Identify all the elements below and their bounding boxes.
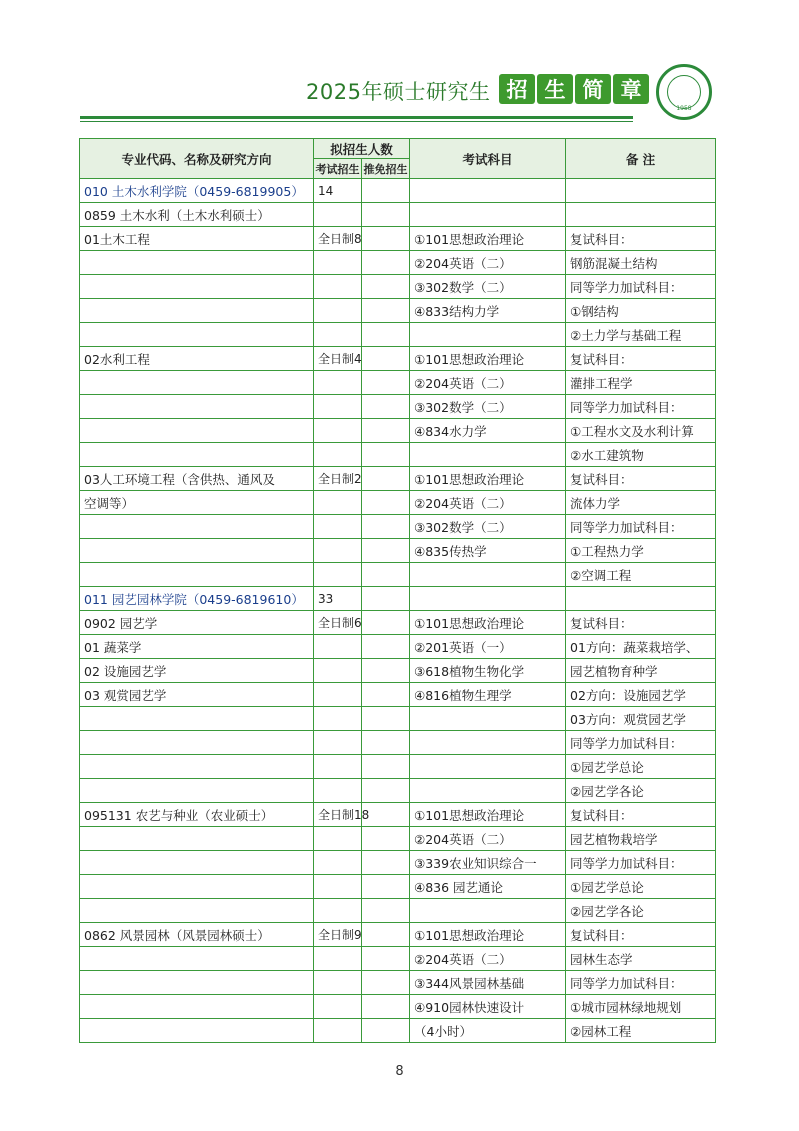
exam-quota-cell bbox=[314, 323, 362, 347]
note-cell: 同等学力加试科目： bbox=[566, 731, 716, 755]
exempt-quota-cell bbox=[362, 635, 410, 659]
exam-quota-cell bbox=[314, 275, 362, 299]
exam-quota-cell bbox=[314, 371, 362, 395]
note-cell: 复试科目： bbox=[566, 803, 716, 827]
exempt-quota-cell bbox=[362, 1019, 410, 1043]
subjects-cell bbox=[410, 731, 566, 755]
subjects-cell: ③302数学（二） bbox=[410, 515, 566, 539]
major-cell: 011 园艺园林学院（0459-6819610） bbox=[80, 587, 314, 611]
note-cell bbox=[566, 203, 716, 227]
header-major: 专业代码、名称及研究方向 bbox=[80, 139, 314, 179]
exam-quota-cell bbox=[314, 419, 362, 443]
major-cell bbox=[80, 731, 314, 755]
exempt-quota-cell bbox=[362, 539, 410, 563]
exam-quota-cell bbox=[314, 899, 362, 923]
exempt-quota-cell bbox=[362, 827, 410, 851]
note-cell: 02方向：设施园艺学 bbox=[566, 683, 716, 707]
table-row bbox=[80, 419, 716, 443]
subjects-cell: ①101思想政治理论 bbox=[410, 611, 566, 635]
note-cell: 钢筋混凝土结构 bbox=[566, 251, 716, 275]
major-cell bbox=[80, 539, 314, 563]
badge-sheng: 生 bbox=[537, 74, 573, 104]
logo-emblem bbox=[667, 75, 701, 109]
table-row bbox=[80, 1019, 716, 1043]
exempt-quota-cell bbox=[362, 611, 410, 635]
table-row bbox=[80, 899, 716, 923]
header-badges bbox=[499, 74, 649, 104]
note-cell: 复试科目： bbox=[566, 227, 716, 251]
exempt-quota-cell bbox=[362, 683, 410, 707]
subjects-cell: ③618植物生物化学 bbox=[410, 659, 566, 683]
table-row bbox=[80, 755, 716, 779]
major-cell bbox=[80, 275, 314, 299]
table-row bbox=[80, 467, 716, 491]
subjects-cell: ①101思想政治理论 bbox=[410, 347, 566, 371]
table-row bbox=[80, 299, 716, 323]
note-cell: ①城市园林绿地规划 bbox=[566, 995, 716, 1019]
major-cell: 空调等） bbox=[80, 491, 314, 515]
exam-quota-cell: 全日制18 bbox=[314, 803, 362, 827]
table-row bbox=[80, 731, 716, 755]
major-cell bbox=[80, 875, 314, 899]
exempt-quota-cell bbox=[362, 179, 410, 203]
major-cell bbox=[80, 323, 314, 347]
table-row bbox=[80, 851, 716, 875]
note-cell bbox=[566, 587, 716, 611]
exam-quota-cell: 全日制4 bbox=[314, 347, 362, 371]
major-cell: 010 土木水利学院（0459-6819905） bbox=[80, 179, 314, 203]
note-cell: ①工程水文及水利计算 bbox=[566, 419, 716, 443]
table-row bbox=[80, 539, 716, 563]
table-row bbox=[80, 347, 716, 371]
major-cell: 03 观赏园艺学 bbox=[80, 683, 314, 707]
exempt-quota-cell bbox=[362, 851, 410, 875]
exempt-quota-cell bbox=[362, 947, 410, 971]
exam-quota-cell bbox=[314, 635, 362, 659]
subjects-cell: ③344风景园林基础 bbox=[410, 971, 566, 995]
header-note: 备 注 bbox=[566, 139, 716, 179]
table-row bbox=[80, 323, 716, 347]
table-row bbox=[80, 563, 716, 587]
table-row bbox=[80, 995, 716, 1019]
major-cell bbox=[80, 371, 314, 395]
subjects-cell: ①101思想政治理论 bbox=[410, 803, 566, 827]
major-cell: 02 设施园艺学 bbox=[80, 659, 314, 683]
header-title: 2025年硕士研究生 bbox=[306, 80, 491, 104]
major-cell bbox=[80, 827, 314, 851]
subjects-cell: ①101思想政治理论 bbox=[410, 467, 566, 491]
exempt-quota-cell bbox=[362, 347, 410, 371]
header-divider bbox=[80, 116, 633, 119]
subjects-cell: ④910园林快速设计 bbox=[410, 995, 566, 1019]
subjects-cell bbox=[410, 899, 566, 923]
subjects-cell bbox=[410, 707, 566, 731]
table-row bbox=[80, 491, 716, 515]
header-plan: 拟招生人数 bbox=[314, 139, 410, 159]
table-row bbox=[80, 923, 716, 947]
table-row bbox=[80, 443, 716, 467]
table-row bbox=[80, 971, 716, 995]
major-cell: 01 蔬菜学 bbox=[80, 635, 314, 659]
note-cell: 灌排工程学 bbox=[566, 371, 716, 395]
exempt-quota-cell bbox=[362, 515, 410, 539]
table-row bbox=[80, 587, 716, 611]
major-cell bbox=[80, 779, 314, 803]
exempt-quota-cell bbox=[362, 275, 410, 299]
exempt-quota-cell bbox=[362, 755, 410, 779]
table-row bbox=[80, 635, 716, 659]
exam-quota-cell bbox=[314, 995, 362, 1019]
exam-quota-cell bbox=[314, 707, 362, 731]
exempt-quota-cell bbox=[362, 371, 410, 395]
major-cell bbox=[80, 251, 314, 275]
major-cell bbox=[80, 299, 314, 323]
subjects-cell: ①101思想政治理论 bbox=[410, 227, 566, 251]
exam-quota-cell: 全日制9 bbox=[314, 923, 362, 947]
exam-quota-cell bbox=[314, 947, 362, 971]
subjects-cell: ③339农业知识综合一 bbox=[410, 851, 566, 875]
page-header bbox=[80, 68, 720, 118]
exempt-quota-cell bbox=[362, 203, 410, 227]
table-header-row bbox=[80, 139, 716, 159]
major-cell bbox=[80, 1019, 314, 1043]
major-cell bbox=[80, 395, 314, 419]
note-cell: 流体力学 bbox=[566, 491, 716, 515]
table-row bbox=[80, 515, 716, 539]
exam-quota-cell: 全日制2 bbox=[314, 467, 362, 491]
major-cell: 0902 园艺学 bbox=[80, 611, 314, 635]
exempt-quota-cell bbox=[362, 779, 410, 803]
exam-quota-cell bbox=[314, 395, 362, 419]
subjects-cell: ④833结构力学 bbox=[410, 299, 566, 323]
exam-quota-cell bbox=[314, 203, 362, 227]
exam-quota-cell: 全日制8 bbox=[314, 227, 362, 251]
exam-quota-cell bbox=[314, 755, 362, 779]
exempt-quota-cell bbox=[362, 251, 410, 275]
subjects-cell bbox=[410, 587, 566, 611]
note-cell: ②水工建筑物 bbox=[566, 443, 716, 467]
note-cell: 同等学力加试科目： bbox=[566, 395, 716, 419]
exam-quota-cell bbox=[314, 443, 362, 467]
subjects-cell: ④834水力学 bbox=[410, 419, 566, 443]
table-row bbox=[80, 659, 716, 683]
exempt-quota-cell bbox=[362, 563, 410, 587]
major-cell bbox=[80, 707, 314, 731]
major-cell bbox=[80, 971, 314, 995]
subjects-cell: ④835传热学 bbox=[410, 539, 566, 563]
exempt-quota-cell bbox=[362, 707, 410, 731]
table-row bbox=[80, 683, 716, 707]
table-row bbox=[80, 275, 716, 299]
exempt-quota-cell bbox=[362, 923, 410, 947]
table-row bbox=[80, 395, 716, 419]
note-cell: 03方向：观赏园艺学 bbox=[566, 707, 716, 731]
header-exam: 考试招生 bbox=[314, 159, 362, 179]
table-row bbox=[80, 875, 716, 899]
table-row bbox=[80, 611, 716, 635]
major-cell: 01土木工程 bbox=[80, 227, 314, 251]
subjects-cell: ①101思想政治理论 bbox=[410, 923, 566, 947]
badge-zhang: 章 bbox=[613, 74, 649, 104]
table-row bbox=[80, 707, 716, 731]
subjects-cell: ④836 园艺通论 bbox=[410, 875, 566, 899]
major-cell: 0862 风景园林（风景园林硕士） bbox=[80, 923, 314, 947]
exam-quota-cell bbox=[314, 251, 362, 275]
exam-quota-cell bbox=[314, 851, 362, 875]
exam-quota-cell bbox=[314, 539, 362, 563]
major-cell: 095131 农艺与种业（农业硕士） bbox=[80, 803, 314, 827]
major-cell bbox=[80, 419, 314, 443]
table-row bbox=[80, 947, 716, 971]
header-divider-thin bbox=[80, 121, 633, 122]
note-cell: ①园艺学总论 bbox=[566, 755, 716, 779]
table-row bbox=[80, 827, 716, 851]
exempt-quota-cell bbox=[362, 443, 410, 467]
note-cell: 复试科目： bbox=[566, 611, 716, 635]
exempt-quota-cell bbox=[362, 731, 410, 755]
exam-quota-cell bbox=[314, 299, 362, 323]
note-cell: ①工程热力学 bbox=[566, 539, 716, 563]
subjects-cell bbox=[410, 179, 566, 203]
subjects-cell bbox=[410, 779, 566, 803]
exempt-quota-cell bbox=[362, 971, 410, 995]
university-logo-icon bbox=[656, 64, 712, 120]
note-cell: 复试科目： bbox=[566, 923, 716, 947]
subjects-cell bbox=[410, 203, 566, 227]
major-cell bbox=[80, 515, 314, 539]
exam-quota-cell: 全日制6 bbox=[314, 611, 362, 635]
exempt-quota-cell bbox=[362, 491, 410, 515]
major-cell: 03人工环境工程（含供热、通风及 bbox=[80, 467, 314, 491]
major-cell bbox=[80, 443, 314, 467]
page-number: 8 bbox=[395, 1064, 404, 1079]
note-cell: ②园林工程 bbox=[566, 1019, 716, 1043]
note-cell: 同等学力加试科目： bbox=[566, 275, 716, 299]
table-row bbox=[80, 779, 716, 803]
exempt-quota-cell bbox=[362, 875, 410, 899]
table-body bbox=[80, 179, 716, 1043]
exempt-quota-cell bbox=[362, 395, 410, 419]
exam-quota-cell bbox=[314, 563, 362, 587]
exam-quota-cell bbox=[314, 971, 362, 995]
note-cell: 复试科目： bbox=[566, 347, 716, 371]
note-cell: 复试科目： bbox=[566, 467, 716, 491]
subjects-cell: （4小时） bbox=[410, 1019, 566, 1043]
exam-quota-cell bbox=[314, 659, 362, 683]
subjects-cell: ②201英语（一） bbox=[410, 635, 566, 659]
exempt-quota-cell bbox=[362, 299, 410, 323]
exam-quota-cell: 33 bbox=[314, 587, 362, 611]
logo-year: 1958 bbox=[676, 105, 692, 112]
note-cell: 同等学力加试科目： bbox=[566, 515, 716, 539]
major-cell bbox=[80, 851, 314, 875]
subjects-cell bbox=[410, 443, 566, 467]
subjects-cell bbox=[410, 323, 566, 347]
note-cell: ②园艺学各论 bbox=[566, 779, 716, 803]
exempt-quota-cell bbox=[362, 659, 410, 683]
exempt-quota-cell bbox=[362, 227, 410, 251]
table-row bbox=[80, 179, 716, 203]
note-cell: ①钢结构 bbox=[566, 299, 716, 323]
note-cell: 同等学力加试科目： bbox=[566, 851, 716, 875]
exam-quota-cell bbox=[314, 875, 362, 899]
subjects-cell bbox=[410, 755, 566, 779]
subjects-cell: ④816植物生理学 bbox=[410, 683, 566, 707]
major-cell bbox=[80, 563, 314, 587]
exam-quota-cell bbox=[314, 683, 362, 707]
exempt-quota-cell bbox=[362, 419, 410, 443]
major-cell bbox=[80, 899, 314, 923]
header-subjects: 考试科目 bbox=[410, 139, 566, 179]
badge-jian: 简 bbox=[575, 74, 611, 104]
note-cell: 园林生态学 bbox=[566, 947, 716, 971]
exam-quota-cell: 14 bbox=[314, 179, 362, 203]
subjects-cell bbox=[410, 563, 566, 587]
table-row bbox=[80, 803, 716, 827]
note-cell: 园艺植物栽培学 bbox=[566, 827, 716, 851]
table-row bbox=[80, 203, 716, 227]
exempt-quota-cell bbox=[362, 323, 410, 347]
note-cell bbox=[566, 179, 716, 203]
note-cell: ①园艺学总论 bbox=[566, 875, 716, 899]
subjects-cell: ②204英语（二） bbox=[410, 827, 566, 851]
note-cell: ②空调工程 bbox=[566, 563, 716, 587]
subjects-cell: ②204英语（二） bbox=[410, 371, 566, 395]
subjects-cell: ②204英语（二） bbox=[410, 947, 566, 971]
note-cell: 同等学力加试科目： bbox=[566, 971, 716, 995]
exam-quota-cell bbox=[314, 827, 362, 851]
subjects-cell: ③302数学（二） bbox=[410, 275, 566, 299]
exempt-quota-cell bbox=[362, 899, 410, 923]
exempt-quota-cell bbox=[362, 995, 410, 1019]
major-cell: 0859 土木水利（土木水利硕士） bbox=[80, 203, 314, 227]
note-cell: 园艺植物育种学 bbox=[566, 659, 716, 683]
subjects-cell: ③302数学（二） bbox=[410, 395, 566, 419]
note-cell: 01方向：蔬菜栽培学、 bbox=[566, 635, 716, 659]
note-cell: ②土力学与基础工程 bbox=[566, 323, 716, 347]
major-cell bbox=[80, 995, 314, 1019]
exam-quota-cell bbox=[314, 1019, 362, 1043]
subjects-cell: ②204英语（二） bbox=[410, 251, 566, 275]
exam-quota-cell bbox=[314, 491, 362, 515]
admissions-table bbox=[79, 138, 716, 1043]
table-row bbox=[80, 227, 716, 251]
major-cell bbox=[80, 947, 314, 971]
major-cell: 02水利工程 bbox=[80, 347, 314, 371]
exam-quota-cell bbox=[314, 779, 362, 803]
exam-quota-cell bbox=[314, 731, 362, 755]
header-exempt: 推免招生 bbox=[362, 159, 410, 179]
exam-quota-cell bbox=[314, 515, 362, 539]
exempt-quota-cell bbox=[362, 467, 410, 491]
badge-zhao: 招 bbox=[499, 74, 535, 104]
subjects-cell: ②204英语（二） bbox=[410, 491, 566, 515]
exempt-quota-cell bbox=[362, 587, 410, 611]
table-row bbox=[80, 251, 716, 275]
major-cell bbox=[80, 755, 314, 779]
table-row bbox=[80, 371, 716, 395]
note-cell: ②园艺学各论 bbox=[566, 899, 716, 923]
